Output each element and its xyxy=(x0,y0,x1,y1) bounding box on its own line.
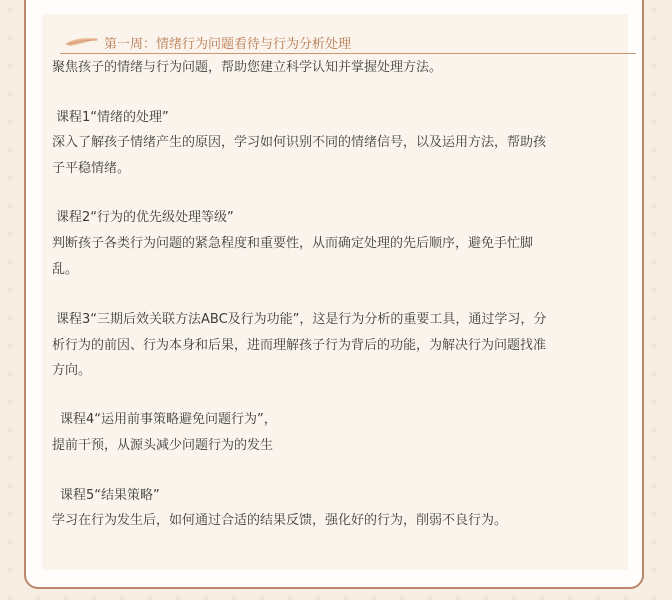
course-2-desc-line-1: 判断孩子各类行为问题的紧急程度和重要性，从而确定处理的先后顺序，避免手忙脚 xyxy=(52,236,534,251)
course-5-desc: 学习在行为发生后，如何通过合适的结果反馈，强化好的行为，削弱不良行为。 xyxy=(52,513,508,528)
course-5-title: 课程5“结果策略” xyxy=(60,488,160,503)
intro-text: 聚焦孩子的情绪与行为问题，帮助您建立科学认知并掌握处理方法。 xyxy=(52,60,443,75)
course-4-title: 课程4“运用前事策略避免问题行为”， xyxy=(60,412,277,427)
course-1-title: 课程1“情绪的处理” xyxy=(56,110,169,125)
course-2-desc-line-2: 乱。 xyxy=(52,262,79,277)
course-1-desc-line-1: 深入了解孩子情绪产生的原因，学习如何识别不同的情绪信号，以及运用方法，帮助孩 xyxy=(52,135,547,150)
course-3-line-1: 课程3“三期后效关联方法ABC及行为功能”，这是行为分析的重要工具，通过学习，分 xyxy=(56,312,547,327)
section-title: 第一周：情绪行为问题看待与行为分析处理 xyxy=(104,37,352,52)
course-3-line-2: 析行为的前因、行为本身和后果，进而理解孩子行为背后的功能，为解决行为问题找准 xyxy=(52,338,547,353)
course-3-line-3: 方向。 xyxy=(52,363,92,378)
course-1-desc-line-2: 子平稳情绪。 xyxy=(52,161,131,176)
section-header xyxy=(60,31,636,54)
course-4-desc: 提前干预，从源头减少问题行为的发生 xyxy=(52,438,274,453)
course-2-title: 课程2“行为的优先级处理等级” xyxy=(56,210,234,225)
brush-stroke-icon xyxy=(64,36,100,48)
